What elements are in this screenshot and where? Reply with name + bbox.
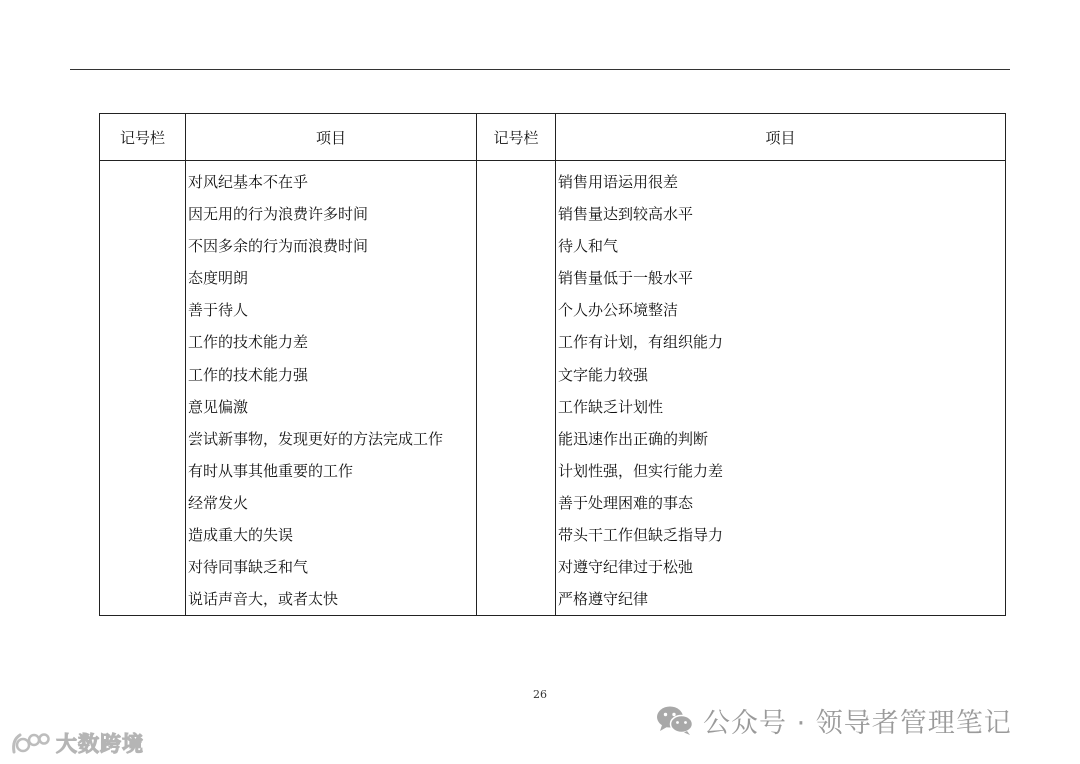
list-item: 文字能力较强 (558, 365, 649, 384)
list-item: 经常发火 (188, 493, 249, 512)
list-item: 善于待人 (188, 301, 249, 320)
list-item: 有时从事其他重要的工作 (188, 461, 354, 480)
list-item: 能迅速作出正确的判断 (558, 429, 709, 448)
wechat-icon (655, 704, 695, 736)
brand-watermark (10, 727, 144, 759)
list-item: 说话声音大，或者太快 (188, 590, 339, 609)
list-item: 工作缺乏计划性 (558, 397, 664, 416)
watermark-brand-text: 大数跨境 (56, 732, 144, 756)
list-item: 严格遵守纪律 (558, 590, 649, 609)
table-body-row (100, 161, 1006, 616)
list-item: 计划性强，但实行能力差 (558, 461, 724, 480)
list-item: 销售用语运用很差 (558, 173, 679, 191)
list-item: 对风纪基本不在乎 (188, 173, 309, 191)
list-item: 不因多余的行为而浪费时间 (188, 237, 369, 256)
watermark-account-text: 公众号 · 领导者管理笔记 (703, 707, 1012, 739)
list-item: 对待同事缺乏和气 (188, 558, 309, 577)
list-item: 态度明朗 (188, 269, 249, 288)
list-item: 对遵守纪律过于松弛 (558, 558, 694, 577)
item-list-left (186, 161, 476, 615)
mark-cell-left[interactable] (100, 161, 186, 616)
header-mark-column-left: 记号栏 (100, 114, 186, 161)
list-item: 待人和气 (558, 237, 619, 256)
table-header-row (100, 114, 1006, 161)
brand-logo-icon (10, 730, 52, 756)
item-list-right (556, 161, 1005, 615)
mark-cell-right[interactable] (477, 161, 556, 616)
list-item: 工作有计划，有组织能力 (558, 333, 724, 352)
header-item-column-right: 项目 (556, 114, 1006, 161)
header-rule (70, 69, 1010, 70)
list-item: 尝试新事物，发现更好的方法完成工作 (188, 429, 444, 448)
list-item: 因无用的行为浪费许多时间 (188, 205, 369, 224)
item-cell-right (556, 161, 1006, 616)
list-item: 造成重大的失误 (188, 526, 294, 545)
list-item: 销售量低于一般水平 (558, 269, 694, 288)
list-item: 带头干工作但缺乏指导力 (558, 526, 724, 545)
list-item: 意见偏激 (188, 397, 249, 416)
header-item-column-left: 项目 (186, 114, 477, 161)
list-item: 个人办公环境整洁 (558, 301, 679, 320)
item-cell-left (186, 161, 477, 616)
wechat-watermark (655, 700, 1012, 740)
list-item: 工作的技术能力强 (188, 365, 309, 384)
header-mark-column-right: 记号栏 (477, 114, 556, 161)
list-item: 销售量达到较高水平 (558, 205, 694, 224)
list-item: 工作的技术能力差 (188, 333, 309, 352)
evaluation-table (99, 113, 1006, 616)
page-number: 26 (533, 688, 547, 701)
list-item: 善于处理困难的事态 (558, 493, 694, 512)
